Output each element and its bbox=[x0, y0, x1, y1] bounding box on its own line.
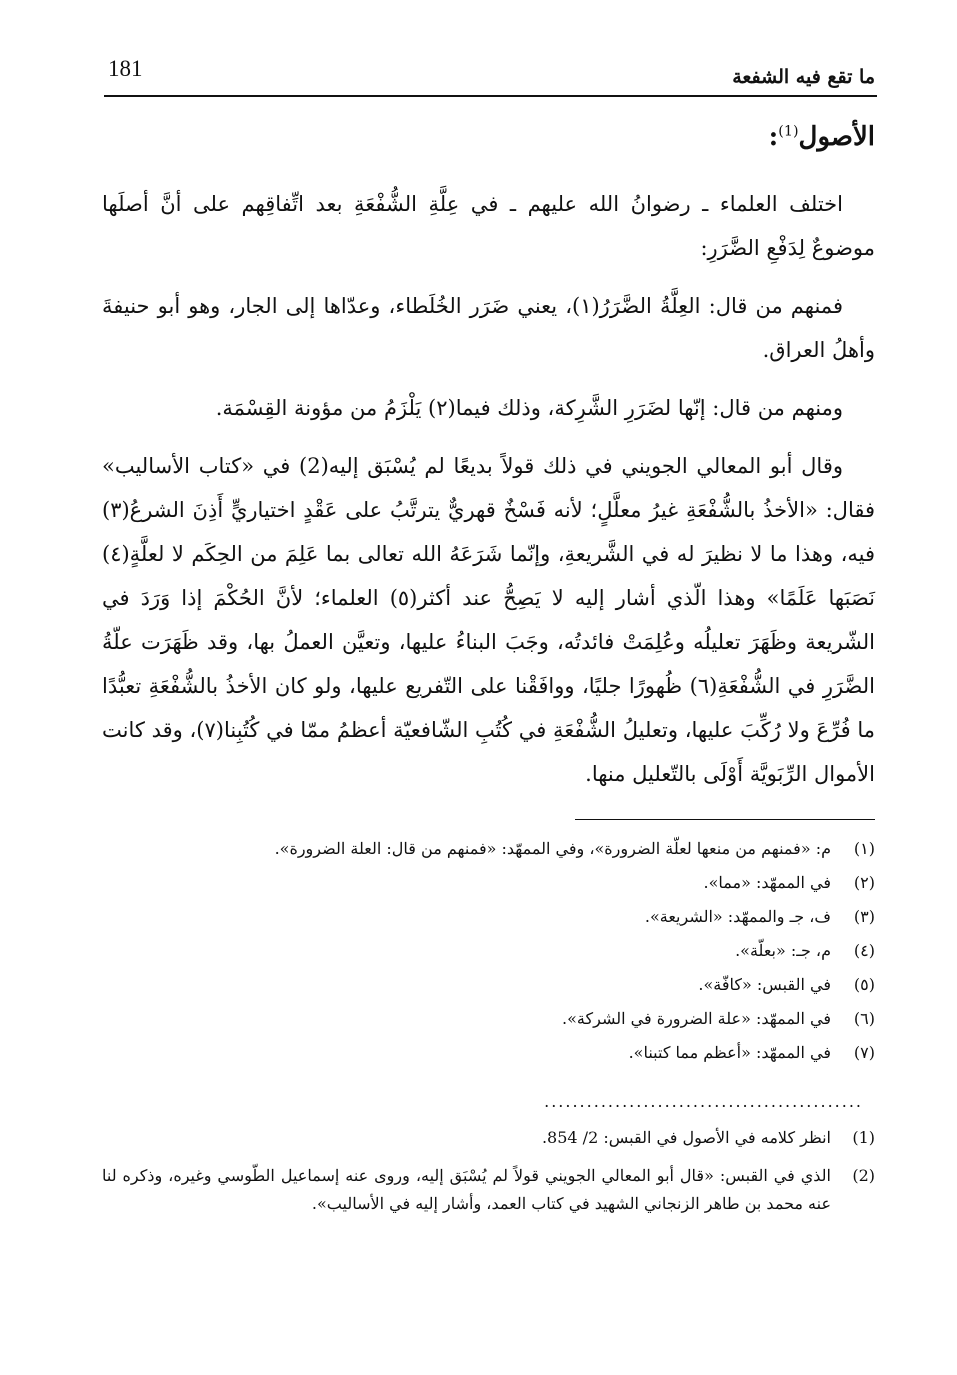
footnote-text: في الممهّد: «مما». bbox=[703, 873, 831, 892]
heading-colon: : bbox=[768, 122, 779, 152]
paragraph-1: اختلف العلماء ـ رضوانُ الله عليهم ـ في عِلَّةِ الشُّفْعَةِ بعد اتِّفاقِهم على أنَّ أصلَها موضوعٌ لِدَفْعِ الضَّرَرِ: bbox=[102, 192, 875, 260]
footnote-text: في الممهّد: «علة الضرورة في الشركة». bbox=[562, 1009, 831, 1028]
footnote-number: (٣) bbox=[853, 907, 875, 926]
heading-footnote-ref: (1) bbox=[778, 123, 799, 140]
page-number: 181 bbox=[108, 56, 143, 81]
variant-footnotes bbox=[102, 832, 875, 1070]
footnote-number: (٦) bbox=[853, 1009, 875, 1028]
header-rule bbox=[104, 95, 877, 97]
footnote-item bbox=[102, 1124, 875, 1152]
running-title: ما تقع فيه الشفعة bbox=[732, 66, 875, 88]
footnote-number: (٤) bbox=[853, 941, 875, 960]
footnote-number: (٧) bbox=[853, 1043, 875, 1062]
footnote-text: م: «فمنهم من منعها لعلّة الضرورة»، وفي الممهّد: «فمنهم من قال: العلة الضرورة». bbox=[274, 839, 831, 858]
footnote-text: الذي في القبس: «قال أبو المعالي الجويني قولاً لم يُسْبَق إليه، وروى عنه إسماعيل الطّوسي وغيره، وذكره لنا عنه محمد بن طاهر الزنجاني الشهيد في كتاب العمد، وأشار إليه في الأساليب». bbox=[102, 1166, 831, 1213]
footnote-item bbox=[102, 832, 875, 866]
heading-text: الأصول bbox=[798, 122, 875, 152]
footnote-separator-dots: ............................................. bbox=[544, 1092, 863, 1111]
footnote-item bbox=[102, 934, 875, 968]
footnote-item bbox=[102, 1036, 875, 1070]
footnote-rule bbox=[575, 819, 875, 820]
footnote-item bbox=[102, 1002, 875, 1036]
footnote-text: م، جـ: «بعلّة». bbox=[735, 941, 831, 960]
footnote-text: ف، جـ والممهّد: «الشريعة». bbox=[644, 907, 831, 926]
section-heading bbox=[769, 122, 875, 152]
footnote-item bbox=[102, 900, 875, 934]
paragraph-2: فمنهم من قال: العِلَّةُ الضَّرَرُ(١)، يعني ضَرَر الخُلَطاء، وعدّاها إلى الجار، وهو أبو حنيفةَ وأهلُ العراق. bbox=[102, 294, 875, 362]
editor-footnotes bbox=[102, 1124, 875, 1228]
footnote-number: (١) bbox=[853, 839, 875, 858]
footnote-item bbox=[102, 968, 875, 1002]
footnote-text: في القبس: «كافّة». bbox=[698, 975, 831, 994]
footnote-number: (٥) bbox=[853, 975, 875, 994]
main-text bbox=[102, 182, 875, 810]
footnote-number: (2) bbox=[852, 1166, 875, 1185]
footnote-item bbox=[102, 866, 875, 900]
footnote-number: (1) bbox=[852, 1128, 875, 1147]
footnote-number: (٢) bbox=[853, 873, 875, 892]
paragraph-4: وقال أبو المعالي الجويني في ذلك قولاً بديعًا لم يُسْبَق إليه(2) في «كتاب الأساليب» فقال: «الأخذُ بالشُّفْعَةِ غيرُ معلَّلٍ؛ لأنه فَسْخٌ قهريٌّ يترتَّبُ على عَقْدٍ اختياريٍّ أَذِنَ الشرعُ(٣) فيه، وهذا ما لا نظيرَ له في الشَّريعةِ، وإنّما شَرَعَهُ الله تعالى بما عَلِمَ من الحِكَم لا لعلَّةٍ(٤) نَصَبَها عَلَمًا» وهذا الّذي أشار إليه لا يَصِحُّ عند أكثر(٥) العلماء؛ لأنَّ الحُكْمَ إذا وَرَدَ في الشّريعة وظَهَرَ تعليلُه وعُلِمَتْ فائدتُه، وجَبَ البناءُ عليها، وتعيَّن العملُ بها، وقد ظَهَرَت علّةُ الضَّرَرِ في الشُّفْعَةِ(٦) ظُهورًا جليًا، ووافَقْنا على التّفريع عليها، ولو كان الأخذُ بالشُّفْعَةِ تعبُّدًا ما فُرِّعَ ولا رُكِّبَ عليها، وتعليلُ الشُّفْعَةِ في كُتُبِ الشّافعيّة أعظمُ ممّا في كُتُبِنا(٧)، وقد كانت الأموال الرِّبَويَّة أَوْلَى بالتّعليل منها. bbox=[102, 454, 876, 786]
paragraph-3: ومنهم من قال: إنّها لضَرَرِ الشَّرِكة، وذلك فيما(٢) يَلْزَمُ من مؤونة القِسْمَة. bbox=[215, 396, 843, 420]
footnote-text: انظر كلامه في الأصول في القبس: 2/ 854. bbox=[541, 1128, 831, 1147]
footnote-item bbox=[102, 1162, 875, 1218]
footnote-text: في الممهّد: «أعظم مما كتبنا». bbox=[628, 1043, 831, 1062]
